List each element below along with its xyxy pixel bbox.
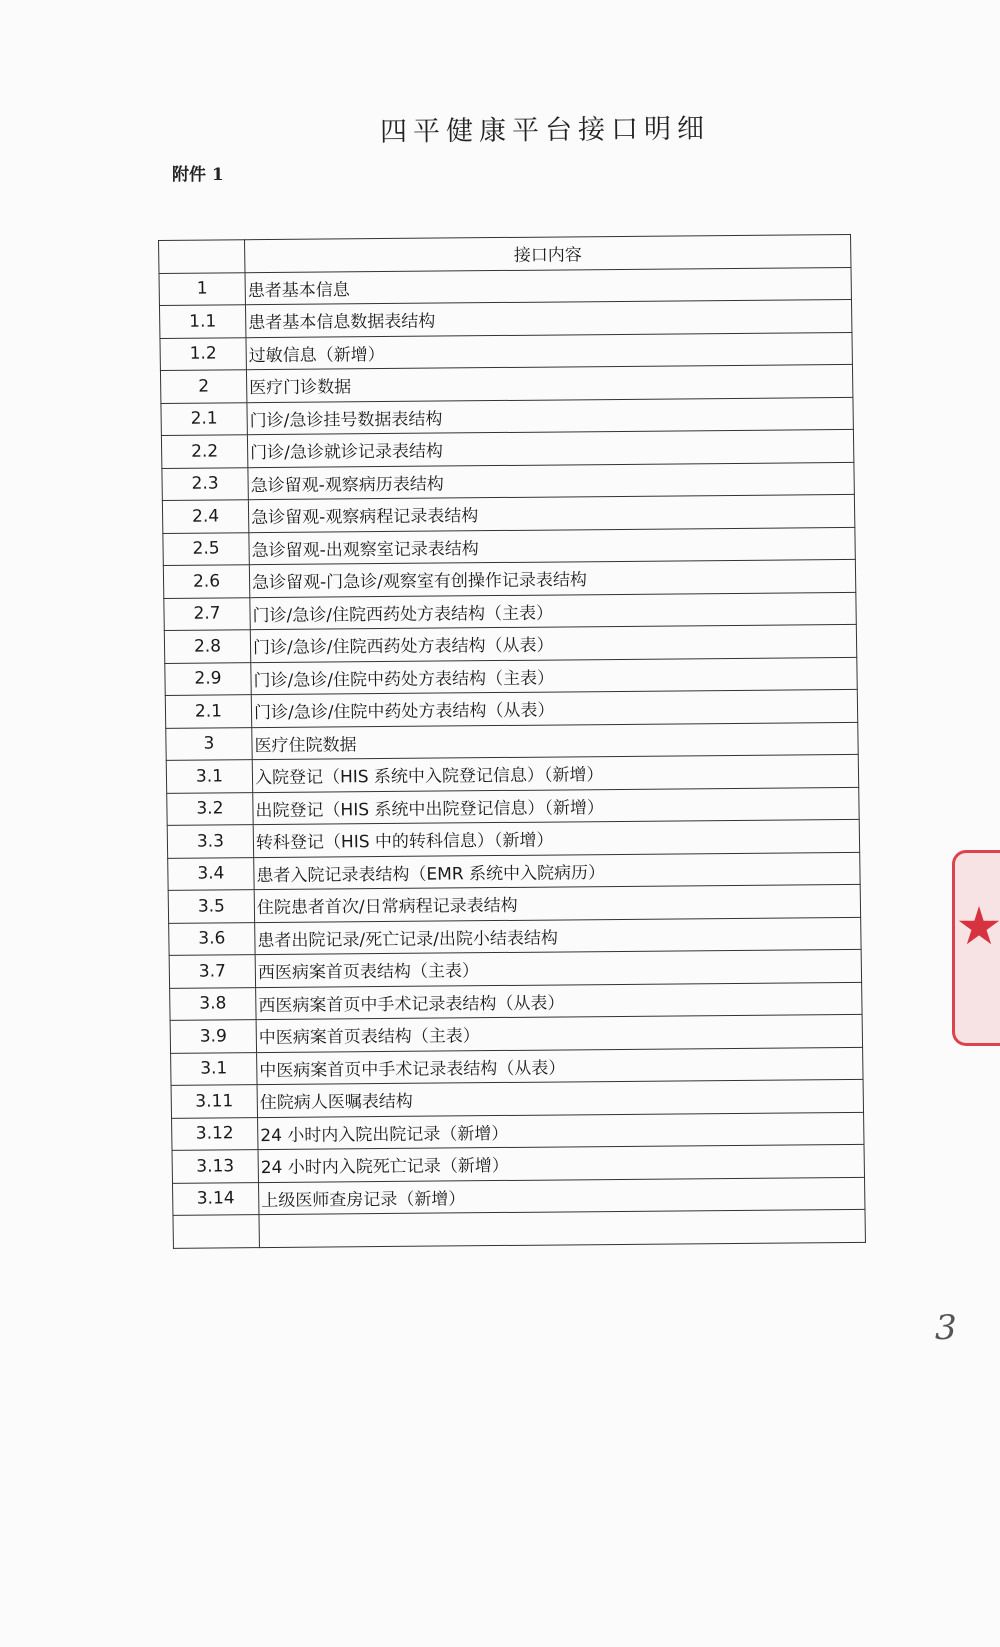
row-content-cell: 24 小时内入院出院记录（新增） [258, 1112, 864, 1150]
row-content-cell: 转科登记（HIS 中的转科信息）（新增） [253, 819, 859, 857]
row-content-cell: 住院患者首次/日常病程记录表结构 [254, 884, 860, 922]
row-number-cell: 3.6 [169, 922, 255, 955]
row-number-cell: 1.2 [160, 337, 246, 370]
row-number-cell: 2.1 [165, 695, 251, 728]
row-content-cell: 患者基本信息数据表结构 [245, 299, 851, 337]
row-number-cell [173, 1215, 259, 1248]
row-content-cell: 医疗住院数据 [252, 722, 858, 760]
row-content-cell: 医疗门诊数据 [246, 364, 852, 402]
row-content-cell: 中医病案首页中手术记录表结构（从表） [257, 1047, 863, 1085]
handwritten-page-number: 3 [935, 1308, 957, 1348]
row-content-cell: 门诊/急诊/住院中药处方表结构（主表） [251, 657, 857, 695]
row-number-cell: 2.5 [163, 532, 249, 565]
row-content-cell: 患者基本信息 [245, 267, 851, 305]
row-content-cell: 过敏信息（新增） [246, 332, 852, 370]
row-number-cell: 1.1 [159, 305, 245, 338]
row-content-cell [259, 1209, 865, 1247]
row-number-cell: 3.1 [171, 1052, 257, 1085]
row-number-cell: 3.14 [172, 1182, 258, 1215]
row-number-cell: 3.4 [168, 857, 254, 890]
header-content-cell: 接口内容 [245, 234, 851, 272]
row-number-cell: 2 [160, 370, 246, 403]
row-content-cell: 中医病案首页表结构（主表） [256, 1014, 862, 1052]
row-content-cell: 急诊留观-观察病历表结构 [248, 462, 854, 500]
row-number-cell: 2.1 [161, 402, 247, 435]
row-number-cell: 3.9 [170, 1020, 256, 1053]
row-content-cell: 急诊留观-观察病程记录表结构 [248, 494, 854, 532]
row-content-cell: 患者入院记录表结构（EMR 系统中入院病历） [254, 852, 860, 890]
row-number-cell: 2.3 [162, 467, 248, 500]
table-body [159, 267, 865, 1248]
row-content-cell: 入院登记（HIS 系统中入院登记信息）（新增） [252, 754, 858, 792]
row-content-cell: 西医病案首页表结构（主表） [255, 949, 861, 987]
row-content-cell: 急诊留观-出观察室记录表结构 [249, 527, 855, 565]
row-number-cell: 3.8 [170, 987, 256, 1020]
interface-table-sheet [158, 234, 865, 1248]
header-number-cell [159, 240, 245, 273]
row-number-cell: 2.9 [165, 662, 251, 695]
row-number-cell: 3.12 [172, 1117, 258, 1150]
interface-table [158, 234, 866, 1248]
row-number-cell: 3.7 [169, 955, 255, 988]
row-content-cell: 门诊/急诊/住院中药处方表结构（从表） [251, 689, 857, 727]
row-number-cell: 1 [159, 272, 245, 305]
row-number-cell: 2.7 [164, 597, 250, 630]
annex-label: 附件 1 [172, 165, 224, 185]
row-number-cell: 3.1 [166, 760, 252, 793]
row-number-cell: 2.6 [163, 565, 249, 598]
row-content-cell: 门诊/急诊挂号数据表结构 [247, 397, 853, 435]
row-content-cell: 门诊/急诊/住院西药处方表结构（从表） [250, 624, 856, 662]
document-title: 四平健康平台接口明细 [379, 113, 711, 148]
row-content-cell: 急诊留观-门急诊/观察室有创操作记录表结构 [249, 559, 855, 597]
row-content-cell: 24 小时内入院死亡记录（新增） [258, 1144, 864, 1182]
row-number-cell: 3.2 [167, 792, 253, 825]
row-number-cell: 2.8 [164, 630, 250, 663]
row-number-cell: 3 [166, 727, 252, 760]
row-number-cell: 3.3 [167, 825, 253, 858]
row-content-cell: 门诊/急诊就诊记录表结构 [247, 429, 853, 467]
row-number-cell: 3.5 [168, 890, 254, 923]
row-number-cell: 2.2 [161, 435, 247, 468]
row-content-cell: 门诊/急诊/住院西药处方表结构（主表） [250, 592, 856, 630]
row-content-cell: 上级医师查房记录（新增） [258, 1177, 864, 1215]
row-content-cell: 出院登记（HIS 系统中出院登记信息）（新增） [253, 787, 859, 825]
row-content-cell: 住院病人医嘱表结构 [257, 1079, 863, 1117]
table-row [173, 1209, 865, 1248]
row-number-cell: 3.11 [171, 1085, 257, 1118]
row-number-cell: 3.13 [172, 1150, 258, 1183]
red-stamp-seal [952, 850, 1000, 1046]
row-content-cell: 患者出院记录/死亡记录/出院小结表结构 [255, 917, 861, 955]
row-content-cell: 西医病案首页中手术记录表结构（从表） [256, 982, 862, 1020]
row-number-cell: 2.4 [162, 500, 248, 533]
